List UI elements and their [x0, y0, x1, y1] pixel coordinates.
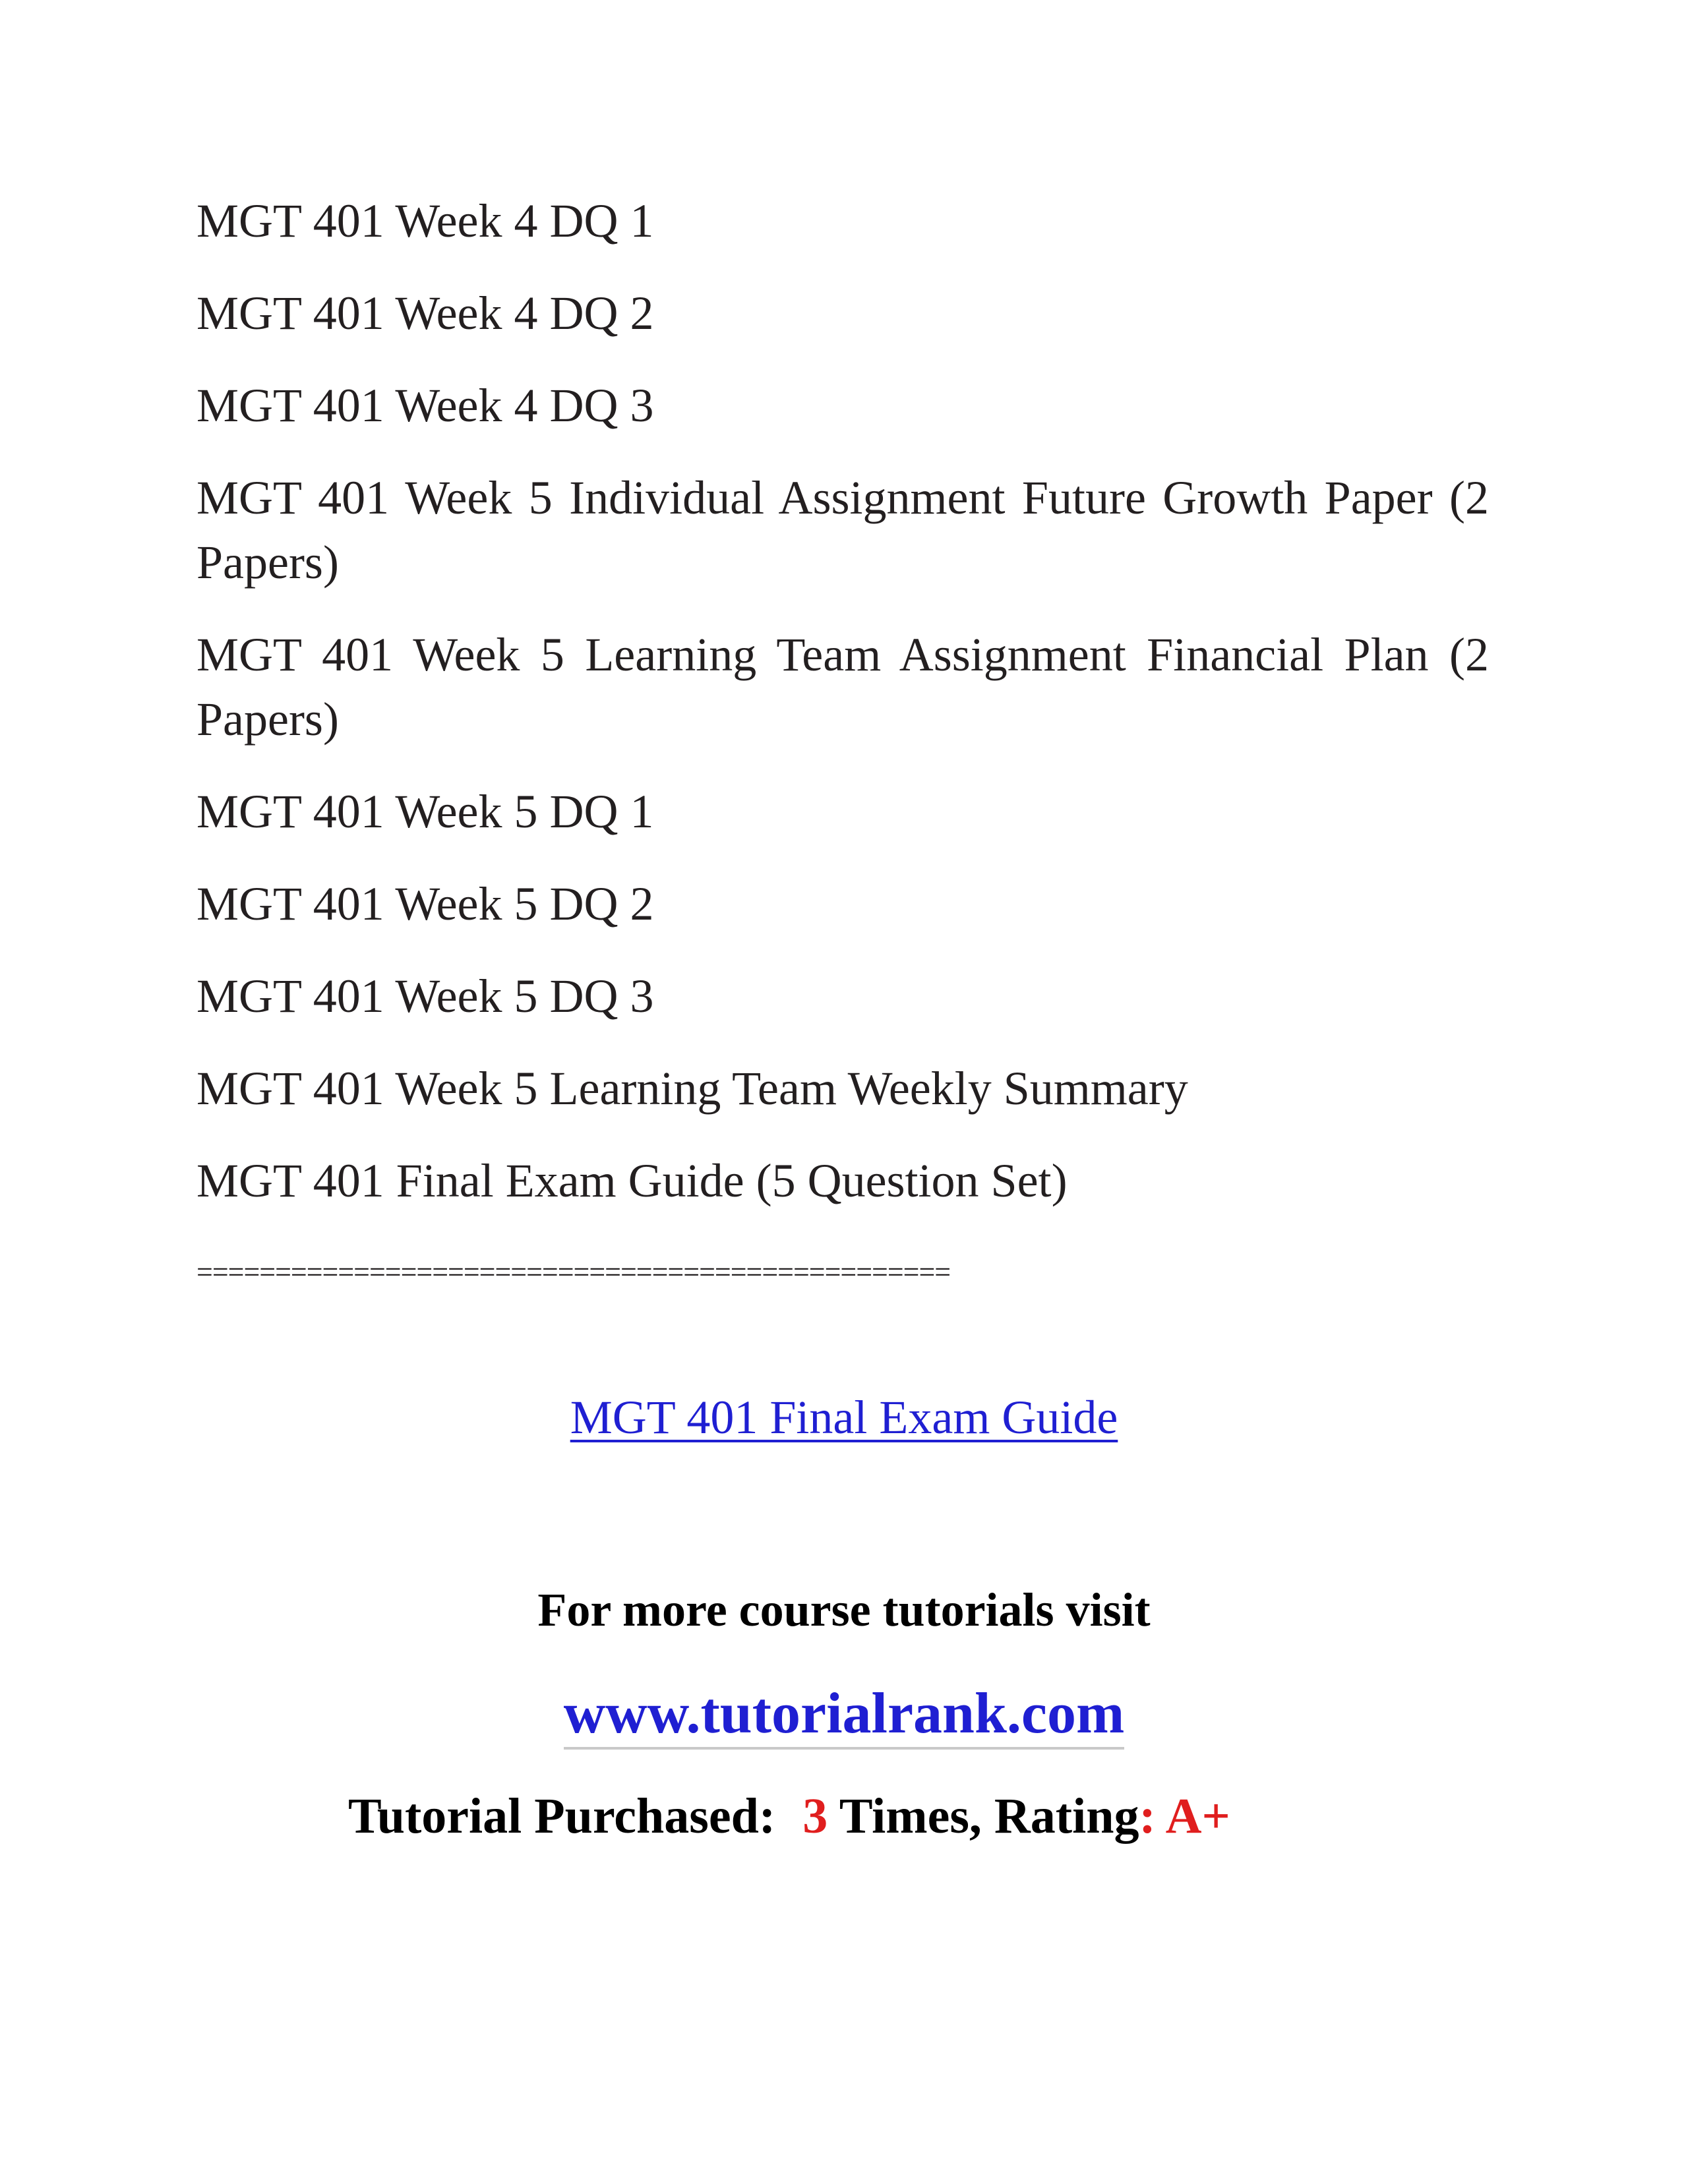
promo-text: For more course tutorials visit: [537, 1583, 1151, 1636]
purchase-stats: [348, 1780, 1230, 1852]
separator-line: ================================================: [196, 1256, 951, 1288]
course-item: MGT 401 Week 5 Learning Team Assignment Financial Plan (2 Papers): [196, 628, 1489, 746]
course-item: MGT 401 Week 4 DQ 1: [196, 194, 654, 247]
course-item: MGT 401 Week 5 DQ 2: [196, 877, 654, 930]
course-item: MGT 401 Week 5 DQ 3: [196, 970, 654, 1022]
purchase-count: 3: [802, 1788, 828, 1844]
final-exam-link[interactable]: MGT 401 Final Exam Guide: [570, 1391, 1118, 1444]
website-link-container: [0, 1674, 1688, 1754]
course-item: MGT 401 Week 4 DQ 2: [196, 287, 654, 339]
purchased-label: Tutorial Purchased:: [348, 1788, 776, 1844]
course-item: MGT 401 Week 5 DQ 1: [196, 785, 654, 838]
course-item-list: [196, 189, 1489, 1241]
course-item: MGT 401 Week 5 Learning Team Weekly Summary: [196, 1062, 1188, 1115]
course-item: MGT 401 Week 4 DQ 3: [196, 379, 654, 432]
course-item: MGT 401 Final Exam Guide (5 Question Set): [196, 1154, 1068, 1207]
website-link[interactable]: www.tutorialrank.com: [564, 1682, 1125, 1750]
rating-value: A+: [1165, 1788, 1230, 1844]
course-item: MGT 401 Week 5 Individual Assignment Future Growth Paper (2 Papers): [196, 471, 1489, 589]
final-exam-link-container: [0, 1384, 1688, 1450]
times-rating-label: Times, Rating: [839, 1788, 1139, 1844]
rating-colon: :: [1139, 1788, 1156, 1844]
